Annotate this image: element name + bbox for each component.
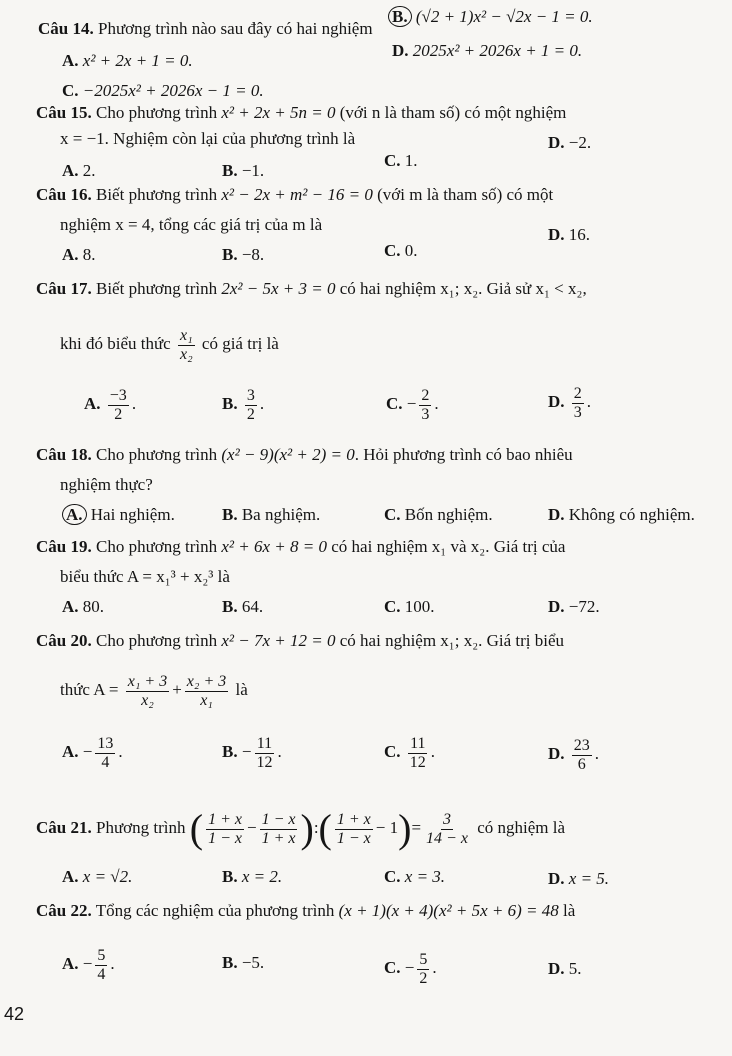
q15-c-label: C.: [384, 151, 401, 170]
q17-expr-num: x₁: [179, 326, 193, 344]
q19-d-label: D.: [548, 597, 565, 616]
q14-b-eq: (√2 + 1)x² − √2x − 1 = 0.: [415, 7, 593, 26]
q14-b-label: B.: [388, 6, 412, 27]
q17-stem: [36, 278, 587, 300]
q22-option-b: [222, 952, 264, 974]
q18-option-a: [62, 504, 175, 526]
q18-option-c: [384, 504, 493, 526]
q20-a-num: 13: [97, 734, 114, 752]
q15-b-label: B.: [222, 161, 238, 180]
q17-text4: có giá trị là: [201, 334, 279, 353]
q18-b-value: Ba nghiệm.: [241, 505, 321, 524]
q18-a-value: Hai nghiệm.: [90, 505, 175, 524]
q21-rparen-1: ): [300, 806, 314, 852]
q20-frac1-num: x₁ + 3: [127, 672, 168, 690]
q22-label: Câu 22.: [36, 901, 92, 920]
q17-b-den: 2: [246, 405, 255, 423]
q18-c-label: C.: [384, 505, 401, 524]
q14-option-a: [62, 50, 193, 72]
q20-c-label: C.: [384, 742, 401, 761]
q22-a-den: 4: [97, 965, 106, 983]
q17-c-num: 2: [421, 386, 430, 404]
q21-lparen-2: (: [318, 806, 332, 852]
q21-frac1-num: 1 + x: [208, 810, 242, 828]
q17-text2: có hai nghiệm x₁; x₂. Giả sử x₁ < x₂,: [339, 279, 587, 298]
q19-option-b: [222, 596, 263, 618]
q15-stem: [36, 102, 566, 124]
q21-frac3-den: 1 − x: [336, 829, 371, 847]
q21-frac3-num: 1 + x: [336, 810, 371, 828]
q19-d-value: −72.: [568, 597, 600, 616]
q21-frac-4: [424, 811, 470, 848]
q17-b-label: B.: [222, 394, 238, 413]
q19-c-label: C.: [384, 597, 401, 616]
q15-d-value: −2.: [568, 133, 592, 152]
q20-a-sign: −: [82, 742, 93, 761]
q15-a-label: A.: [62, 161, 79, 180]
q16-option-a: [62, 244, 96, 266]
q22-a-num: 5: [97, 946, 106, 964]
q20-frac-1: [126, 673, 169, 710]
q20-text1: Cho phương trình: [95, 631, 218, 650]
q15-option-b: [222, 160, 264, 182]
q16-b-value: −8.: [241, 245, 265, 264]
q20-stem-2: [60, 670, 248, 710]
q20-c-num: 11: [410, 734, 426, 752]
q19-text3: biểu thức A = x₁³ + x₂³ là: [60, 567, 230, 586]
q22-eq: (x + 1)(x + 4)(x² + 5x + 6) = 48: [338, 901, 559, 920]
q20-c-den: 12: [409, 753, 426, 771]
q18-a-label: A.: [62, 504, 87, 525]
q18-text1: Cho phương trình: [95, 445, 218, 464]
q21-frac1-den: 1 − x: [208, 829, 242, 847]
q21-b-value: x = 2.: [241, 867, 283, 886]
q20-plus: +: [172, 680, 182, 699]
q17-a-den: 2: [114, 405, 123, 423]
q16-option-c: [384, 240, 418, 262]
q20-d-den: 6: [577, 755, 586, 773]
q20-d-label: D.: [548, 744, 565, 763]
q14-c-eq: −2025x² + 2026x − 1 = 0.: [82, 81, 264, 100]
q21-d-label: D.: [548, 869, 565, 888]
q15-text1: Cho phương trình: [95, 103, 218, 122]
q22-b-label: B.: [222, 953, 238, 972]
q15-option-a: [62, 160, 96, 182]
q19-option-d: [548, 596, 600, 618]
q15-a-value: 2.: [82, 161, 96, 180]
q21-d-value: x = 5.: [568, 869, 610, 888]
q22-text2: là: [562, 901, 576, 920]
q18-b-label: B.: [222, 505, 238, 524]
q17-expr-den: x₂: [179, 345, 193, 363]
q16-text1: Biết phương trình: [95, 185, 218, 204]
q22-c-den: 2: [419, 969, 428, 987]
q20-eq: x² − 7x + 12 = 0: [221, 631, 336, 650]
q15-option-c: [384, 150, 418, 172]
q17-option-c: C. − $\frac{2}{3}$ .: [386, 386, 439, 423]
q19-a-value: 80.: [82, 597, 105, 616]
q20-b-num: 11: [256, 734, 273, 752]
q22-c-frac: [417, 951, 429, 988]
q22-text1: Tổng các nghiệm của phương trình: [95, 901, 335, 920]
q21-b-label: B.: [222, 867, 238, 886]
q22-option-a: A. − $\frac{5}{4}$ .: [62, 946, 115, 983]
q22-a-frac: [95, 947, 107, 984]
q18-d-value: Không có nghiệm.: [568, 505, 695, 524]
q18-c-value: Bốn nghiệm.: [404, 505, 493, 524]
q21-option-a: [62, 866, 132, 888]
q21-option-c: [384, 866, 445, 888]
q15-text3: x = −1. Nghiệm còn lại của phương trình là: [60, 129, 356, 148]
q20-option-d: D. $\frac{23}{6}$ .: [548, 736, 600, 773]
q20-b-sign: −: [241, 742, 252, 761]
q15-option-d: [548, 132, 591, 154]
q16-text3: nghiệm x = 4, tổng các giá trị của m là: [60, 215, 323, 234]
q18-option-d: [548, 504, 695, 526]
q19-eq: x² + 6x + 8 = 0: [221, 537, 327, 556]
q16-stem-2: [60, 214, 322, 236]
q19-option-c: [384, 596, 435, 618]
q22-stem: [36, 900, 575, 922]
q17-c-den: 3: [421, 405, 430, 423]
q20-frac2-den: x₁: [200, 691, 213, 709]
q17-text3: khi đó biểu thức: [60, 334, 171, 353]
q17-a-label: A.: [84, 394, 101, 413]
q19-c-value: 100.: [404, 597, 435, 616]
q20-stem: [36, 630, 564, 652]
q20-a-frac: [95, 735, 115, 772]
q20-c-frac: [408, 735, 428, 772]
q14-stem: [38, 18, 373, 40]
q15-eq: x² + 2x + 5n = 0: [221, 103, 336, 122]
q18-eq: (x² − 9)(x² + 2) = 0: [221, 445, 355, 464]
q15-label: Câu 15.: [36, 103, 92, 122]
q17-b-frac: [245, 387, 257, 424]
q20-text4: là: [235, 680, 248, 699]
q20-a-den: 4: [101, 753, 110, 771]
q20-text3: thức A =: [60, 680, 119, 699]
q21-option-d: [548, 868, 609, 890]
q21-frac2-num: 1 − x: [261, 810, 296, 828]
q19-stem-2: [60, 566, 230, 588]
q18-text3: nghiệm thực?: [60, 475, 153, 494]
q17-option-b: B. $\frac{3}{2}$ .: [222, 386, 265, 423]
q19-a-label: A.: [62, 597, 79, 616]
q15-stem-2: [60, 128, 355, 150]
q16-a-value: 8.: [82, 245, 96, 264]
q21-minus: −: [246, 818, 257, 837]
q20-b-frac: [254, 735, 274, 772]
q20-b-label: B.: [222, 742, 238, 761]
q20-a-label: A.: [62, 742, 79, 761]
q16-label: Câu 16.: [36, 185, 92, 204]
q17-c-sign: −: [406, 394, 417, 413]
q18-stem: [36, 444, 573, 466]
q17-option-a: A. $\frac{-3}{2}$ .: [84, 386, 137, 423]
q21-option-b: [222, 866, 282, 888]
q17-c-frac: [419, 387, 431, 424]
q14-d-label: D.: [392, 41, 409, 60]
q22-a-label: A.: [62, 954, 79, 973]
q16-option-b: [222, 244, 264, 266]
q21-frac-2: [260, 811, 298, 848]
q21-rparen-2: ): [398, 806, 412, 852]
q22-c-sign: −: [404, 958, 415, 977]
q14-option-b: [388, 6, 593, 28]
q17-eq: 2x² − 5x + 3 = 0: [221, 279, 336, 298]
q21-stem: [36, 806, 565, 850]
q16-d-value: 16.: [568, 225, 591, 244]
q21-minus-one: − 1: [375, 818, 399, 837]
q20-option-c: C. $\frac{11}{12}$ .: [384, 734, 436, 771]
q21-a-value: x = √2.: [82, 867, 133, 886]
q17-b-num: 3: [246, 386, 255, 404]
q14-option-c: [62, 80, 264, 102]
q17-a-frac: [108, 387, 129, 424]
q17-d-num: 2: [573, 384, 582, 402]
q17-d-frac: [572, 385, 584, 422]
q19-b-value: 64.: [241, 597, 264, 616]
q17-text1: Biết phương trình: [95, 279, 218, 298]
q20-option-a: A. − $\frac{13}{4}$ .: [62, 734, 123, 771]
q22-a-sign: −: [82, 954, 93, 973]
q20-d-num: 23: [573, 736, 590, 754]
q21-frac-3: [335, 811, 373, 848]
q16-eq: x² − 2x + m² − 16 = 0: [221, 185, 373, 204]
q17-d-label: D.: [548, 392, 565, 411]
q16-b-label: B.: [222, 245, 238, 264]
q15-d-label: D.: [548, 133, 565, 152]
q14-option-d: [392, 40, 582, 62]
q21-frac4-num: 3: [443, 810, 451, 828]
q21-text1: Phương trình: [95, 818, 186, 837]
q14-c-label: C.: [62, 81, 79, 100]
q15-text2: (với n là tham số) có một nghiệm: [339, 103, 567, 122]
q17-stem-2: [60, 324, 279, 364]
q21-a-label: A.: [62, 867, 79, 886]
q18-label: Câu 18.: [36, 445, 92, 464]
q21-frac4-den: 14 − x: [426, 829, 468, 847]
q21-equals: =: [411, 818, 422, 837]
q20-label: Câu 20.: [36, 631, 92, 650]
q16-c-label: C.: [384, 241, 401, 260]
q22-d-label: D.: [548, 959, 565, 978]
q16-c-value: 0.: [404, 241, 418, 260]
q17-option-d: D. $\frac{2}{3}$ .: [548, 384, 592, 421]
q21-frac2-den: 1 + x: [261, 829, 296, 847]
q21-c-label: C.: [384, 867, 401, 886]
q16-a-label: A.: [62, 245, 79, 264]
q20-frac2-num: x₂ + 3: [186, 672, 227, 690]
q16-d-label: D.: [548, 225, 565, 244]
q17-d-den: 3: [573, 403, 582, 421]
q19-label: Câu 19.: [36, 537, 92, 556]
q22-option-d: [548, 958, 582, 980]
q15-b-value: −1.: [241, 161, 265, 180]
q22-c-label: C.: [384, 958, 401, 977]
q17-c-label: C.: [386, 394, 403, 413]
q22-option-c: C. − $\frac{5}{2}$ .: [384, 950, 437, 987]
page-number: 42: [4, 1004, 25, 1024]
q18-text2: . Hỏi phương trình có bao nhiêu: [354, 445, 573, 464]
q22-b-value: −5.: [241, 953, 265, 972]
q20-b-den: 12: [256, 753, 273, 771]
q14-label: Câu 14.: [38, 19, 94, 38]
q17-a-num: −3: [109, 386, 127, 404]
q14-a-eq: x² + 2x + 1 = 0.: [82, 51, 193, 70]
q18-option-b: [222, 504, 320, 526]
q21-label: Câu 21.: [36, 818, 92, 837]
q21-c-value: x = 3.: [404, 867, 446, 886]
q22-c-num: 5: [419, 950, 428, 968]
q20-option-b: B. − $\frac{11}{12}$ .: [222, 734, 282, 771]
q21-text2: có nghiệm là: [477, 818, 566, 837]
q20-frac1-den: x₂: [141, 691, 154, 709]
q19-text1: Cho phương trình: [95, 537, 218, 556]
q20-d-frac: [572, 737, 592, 774]
q14-a-label: A.: [62, 51, 79, 70]
q21-frac-1: [206, 811, 244, 848]
q14-text: Phương trình nào sau đây có hai nghiệm: [97, 19, 373, 38]
q17-label: Câu 17.: [36, 279, 92, 298]
q19-stem: [36, 536, 565, 558]
q16-option-d: [548, 224, 590, 246]
q17-expression: [178, 327, 195, 364]
q14-d-eq: 2025x² + 2026x + 1 = 0.: [412, 41, 583, 60]
q16-text2: (với m là tham số) có một: [377, 185, 554, 204]
q19-text2: có hai nghiệm x₁ và x₂. Giá trị của: [331, 537, 566, 556]
q20-text2: có hai nghiệm x₁; x₂. Giá trị biểu: [339, 631, 565, 650]
q21-colon: :: [313, 818, 319, 837]
q20-frac-2: [185, 673, 228, 710]
q15-c-value: 1.: [404, 151, 418, 170]
q18-stem-2: [60, 474, 153, 496]
q16-stem: [36, 184, 553, 206]
q18-d-label: D.: [548, 505, 565, 524]
q19-option-a: [62, 596, 104, 618]
q19-b-label: B.: [222, 597, 238, 616]
q21-lparen-1: (: [189, 806, 204, 852]
q22-d-value: 5.: [568, 959, 582, 978]
